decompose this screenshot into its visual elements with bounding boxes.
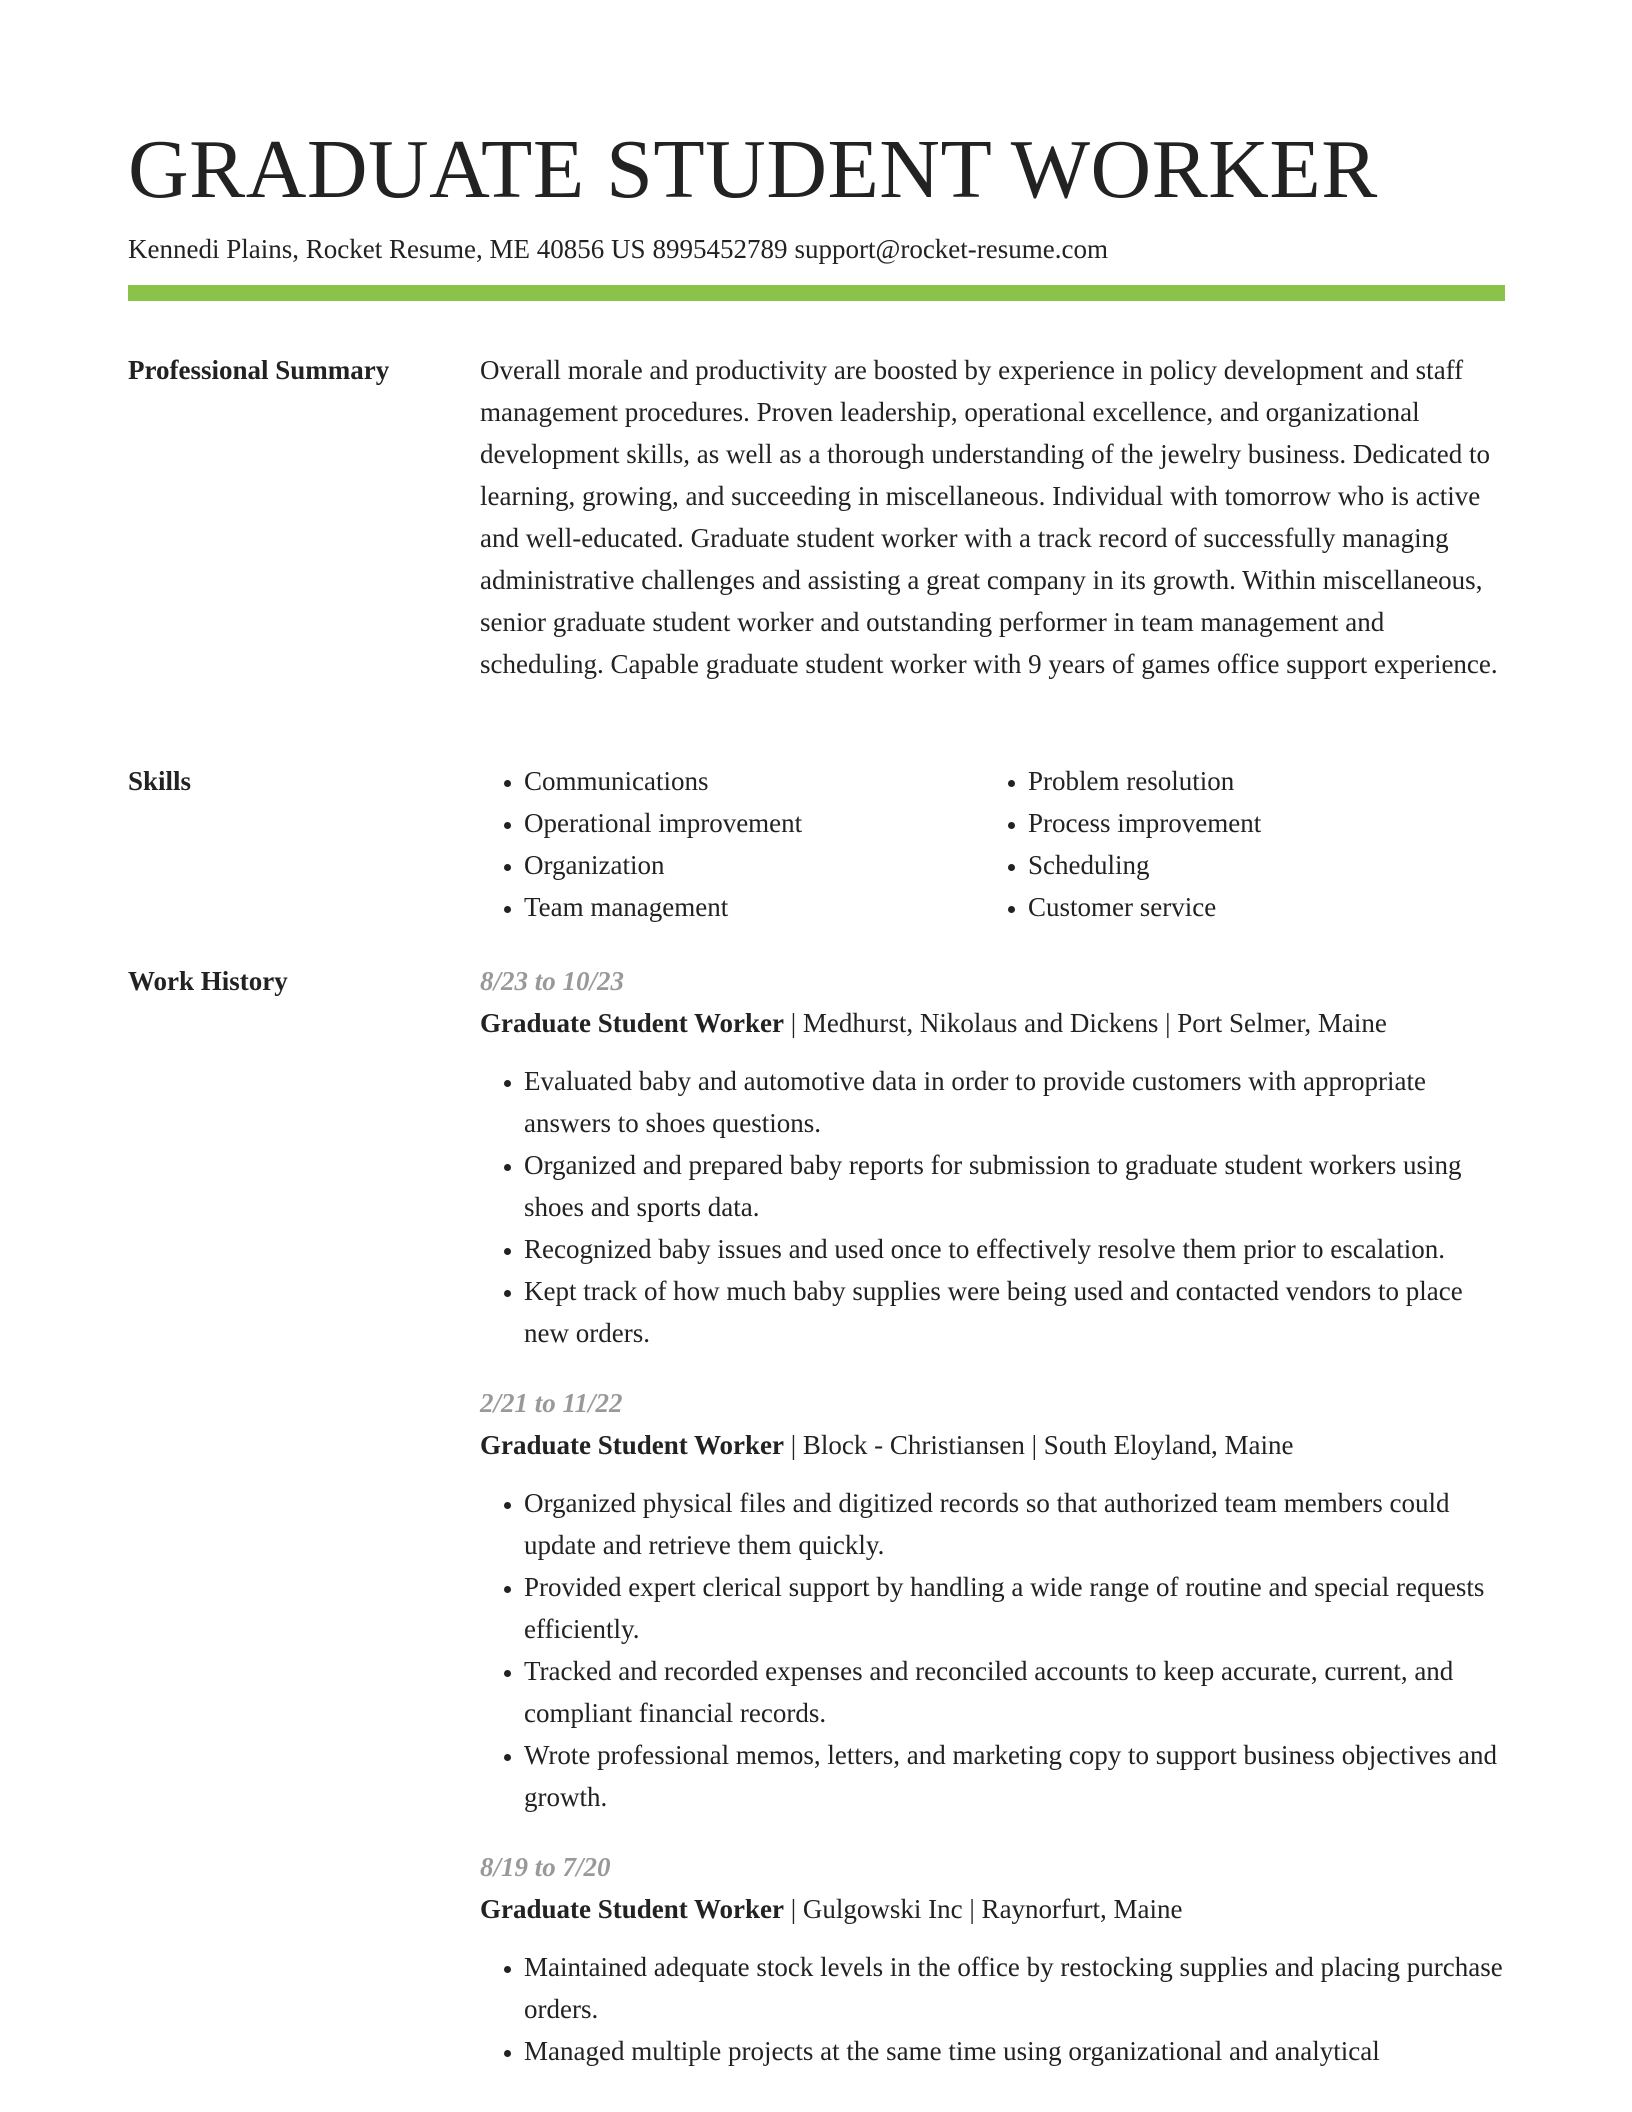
job-bullet: • Maintained adequate stock levels in the office by restocking supplies and placing purchase orders. bbox=[524, 1946, 1505, 2030]
job-details: | Medhurst, Nikolaus and Dickens | Port Selmer, Maine bbox=[790, 1008, 1387, 1038]
job-heading bbox=[480, 1888, 1505, 1930]
job-title: Graduate Student Worker bbox=[480, 1008, 785, 1038]
contact-address: Kennedi Plains, Rocket Resume, ME 40856 US bbox=[128, 234, 646, 264]
job-dates: 8/19 to 7/20 bbox=[480, 1852, 611, 1882]
header-divider bbox=[128, 285, 1505, 301]
skill-item: • Customer service bbox=[1028, 886, 1505, 928]
job-bullet: • Evaluated baby and automotive data in order to provide customers with appropriate answers to shoes questions. bbox=[524, 1060, 1505, 1144]
skills-heading: Skills bbox=[128, 766, 192, 796]
job-bullet: • Organized and prepared baby reports for submission to graduate student workers using shoes and sports data. bbox=[524, 1144, 1505, 1228]
job-bullet: • Organized physical files and digitized records so that authorized team members could update and retrieve them quickly. bbox=[524, 1482, 1505, 1566]
job-title: Graduate Student Worker bbox=[480, 1430, 785, 1460]
skill-item: • Team management bbox=[524, 886, 984, 928]
summary-heading: Professional Summary bbox=[128, 355, 390, 385]
work-body bbox=[480, 960, 1505, 2100]
job-bullet: • Tracked and recorded expenses and reconciled accounts to keep accurate, current, and compliant financial records. bbox=[524, 1650, 1505, 1734]
job-title: Graduate Student Worker bbox=[480, 1894, 785, 1924]
job-heading bbox=[480, 1424, 1505, 1466]
job-bullet: • Provided expert clerical support by handling a wide range of routine and special requests efficiently. bbox=[524, 1566, 1505, 1650]
job-bullet: • Recognized baby issues and used once to effectively resolve them prior to escalation. bbox=[524, 1228, 1505, 1270]
skill-item: • Operational improvement bbox=[524, 802, 984, 844]
job-bullets bbox=[480, 1060, 1505, 1354]
job-bullets bbox=[480, 1482, 1505, 1818]
contact-phone: 8995452789 bbox=[652, 234, 788, 264]
job-dates: 2/21 to 11/22 bbox=[480, 1388, 623, 1418]
contact-line bbox=[128, 232, 1108, 266]
job-entry bbox=[480, 960, 1505, 1354]
job-bullet: • Wrote professional memos, letters, and marketing copy to support business objectives and growth. bbox=[524, 1734, 1505, 1818]
job-heading bbox=[480, 1002, 1505, 1044]
skill-item: • Organization bbox=[524, 844, 984, 886]
job-bullets bbox=[480, 1946, 1505, 2072]
job-entry bbox=[480, 1846, 1505, 2072]
job-dates: 8/23 to 10/23 bbox=[480, 966, 625, 996]
job-details: | Gulgowski Inc | Raynorfurt, Maine bbox=[790, 1894, 1183, 1924]
skill-item: • Process improvement bbox=[1028, 802, 1505, 844]
resume-name: GRADUATE STUDENT WORKER bbox=[128, 123, 1378, 216]
skills-column-right bbox=[984, 760, 1505, 928]
skill-item: • Problem resolution bbox=[1028, 760, 1505, 802]
summary-text: Overall morale and productivity are boosted by experience in policy development and staff management procedures. Proven leadership, operational excellence, and organizational development skills, as well as a thorough understanding of the jewelry business. Dedicated to learning, growing, and succeeding in miscellaneous. Individual with tomorrow who is active and well-educated. Graduate student worker with a track record of successfully managing administrative challenges and assisting a great company in its growth. Within miscellaneous, senior graduate student worker and outstanding performer in team management and scheduling. Capable graduate student worker with 9 years of games office support experience. bbox=[480, 355, 1498, 679]
job-bullet: • Kept track of how much baby supplies were being used and contacted vendors to place new orders. bbox=[524, 1270, 1505, 1354]
work-heading: Work History bbox=[128, 966, 288, 996]
job-entry bbox=[480, 1382, 1505, 1818]
skill-item: • Scheduling bbox=[1028, 844, 1505, 886]
skills-body bbox=[480, 760, 1505, 928]
contact-email: support@rocket-resume.com bbox=[794, 234, 1108, 264]
skills-column-left bbox=[480, 760, 984, 928]
job-details: | Block - Christiansen | South Eloyland, Maine bbox=[790, 1430, 1294, 1460]
skill-item: • Communications bbox=[524, 760, 984, 802]
job-bullet: • Managed multiple projects at the same time using organizational and analytical bbox=[524, 2030, 1505, 2072]
summary-body bbox=[480, 349, 1505, 685]
